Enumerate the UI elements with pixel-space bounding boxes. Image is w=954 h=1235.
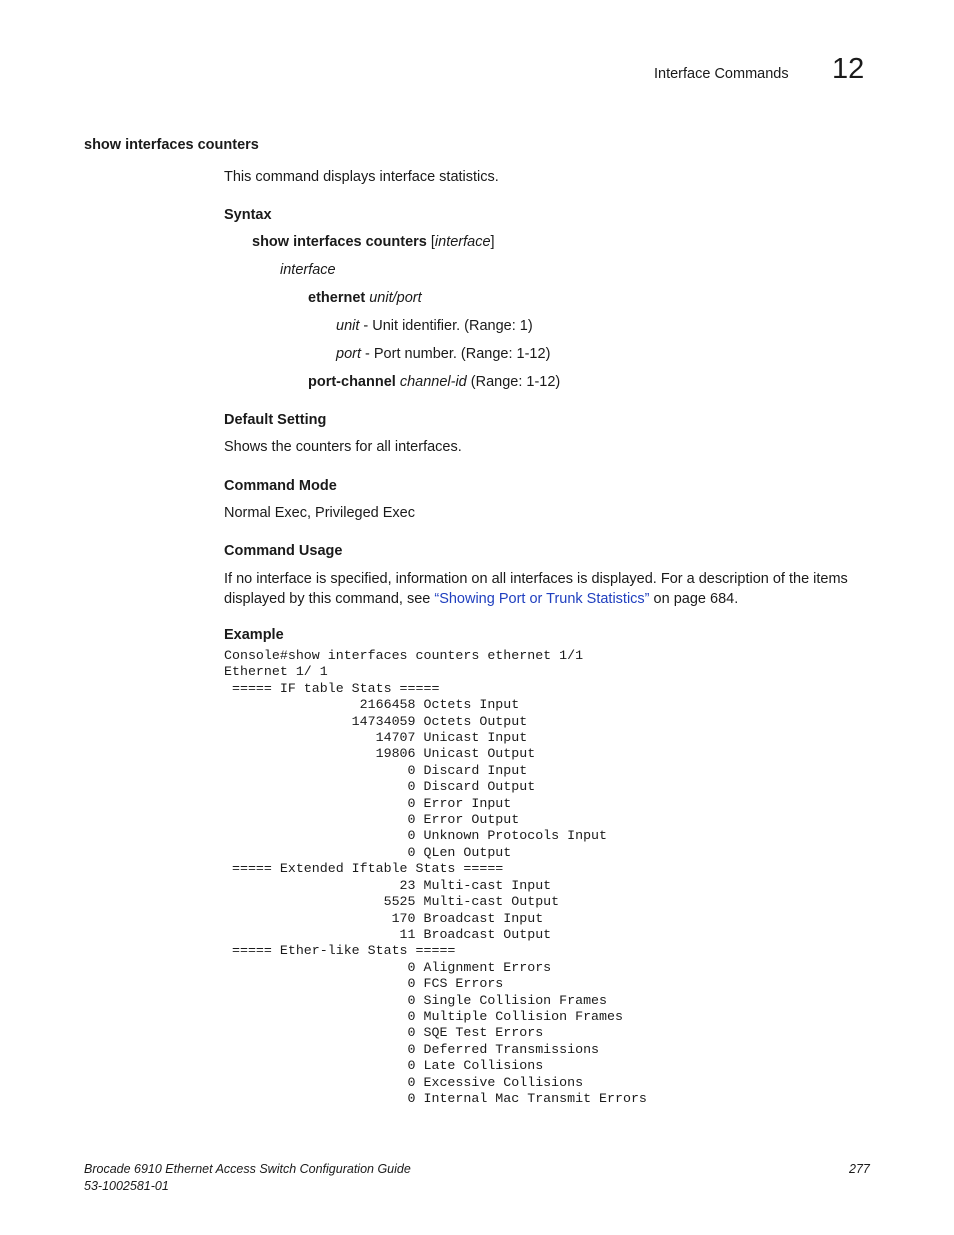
command-usage-heading: Command Usage [224,543,343,559]
command-description: This command displays interface statistics. [224,169,499,185]
unit-description [336,318,533,334]
usage-text-after: on page 684. [649,590,739,607]
syntax-heading: Syntax [224,207,272,223]
default-setting-text: Shows the counters for all interfaces. [224,439,462,455]
syntax-command: show interfaces counters [252,234,427,250]
example-code-block: Console#show interfaces counters ethernet 1/1 Ethernet 1/ 1 ===== IF table Stats ===== 2166458 Octets Input 14734059 Octets Output 14707 Unicast Input 19806 Unicast Output 0 Discard Input 0 Discard Output 0 Error Input 0 Error Output 0 Unknown Protocols Input 0 QLen Output ===== Extended Iftable Stats ===== 23 Multi-cast Input 5525 Multi-cast Output 170 Broadcast Input 11 Broadcast Output ===== Ether-like Stats ===== 0 Alignment Errors 0 FCS Errors 0 Single Collision Frames 0 Multiple Collision Frames 0 SQE Test Errors 0 Deferred Transmissions 0 Late Collisions 0 Excessive Collisions 0 Internal Mac Transmit Errors [224,648,647,1106]
footer-doc-number: 53-1002581-01 [84,1179,169,1193]
unit-param: unit [336,318,360,334]
footer-page-number: 277 [849,1162,870,1176]
port-channel-keyword: port-channel [308,374,396,390]
usage-text-before: If no interface is specified, information on all interfaces is displayed. For a description of the items displayed by this command, see [224,571,848,607]
ethernet-option [308,290,422,306]
command-mode-text: Normal Exec, Privileged Exec [224,505,415,521]
syntax-bracket-open: [ [426,234,435,250]
port-channel-option [308,374,560,390]
unit-desc-text: - Unit identifier. (Range: 1) [359,318,533,334]
param-interface-label: interface [280,262,336,278]
default-setting-heading: Default Setting [224,412,327,428]
port-desc-text: - Port number. (Range: 1-12) [361,346,551,362]
example-heading: Example [224,627,284,643]
command-mode-heading: Command Mode [224,478,337,494]
ethernet-param: unit/port [365,290,422,306]
port-channel-range: (Range: 1-12) [466,374,561,390]
command-usage-paragraph [224,570,884,609]
footer-guide-title: Brocade 6910 Ethernet Access Switch Configuration Guide [84,1162,411,1176]
syntax-param: interface [434,234,491,250]
syntax-line [252,234,495,250]
running-header-title: Interface Commands [654,66,789,82]
port-param: port [336,346,361,362]
command-heading: show interfaces counters [84,137,259,153]
port-description [336,346,550,362]
chapter-number: 12 [832,53,865,85]
port-channel-param: channel-id [395,374,467,390]
syntax-bracket-close: ] [490,234,495,250]
ethernet-keyword: ethernet [308,290,366,306]
statistics-link[interactable]: “Showing Port or Trunk Statistics” [434,590,650,607]
